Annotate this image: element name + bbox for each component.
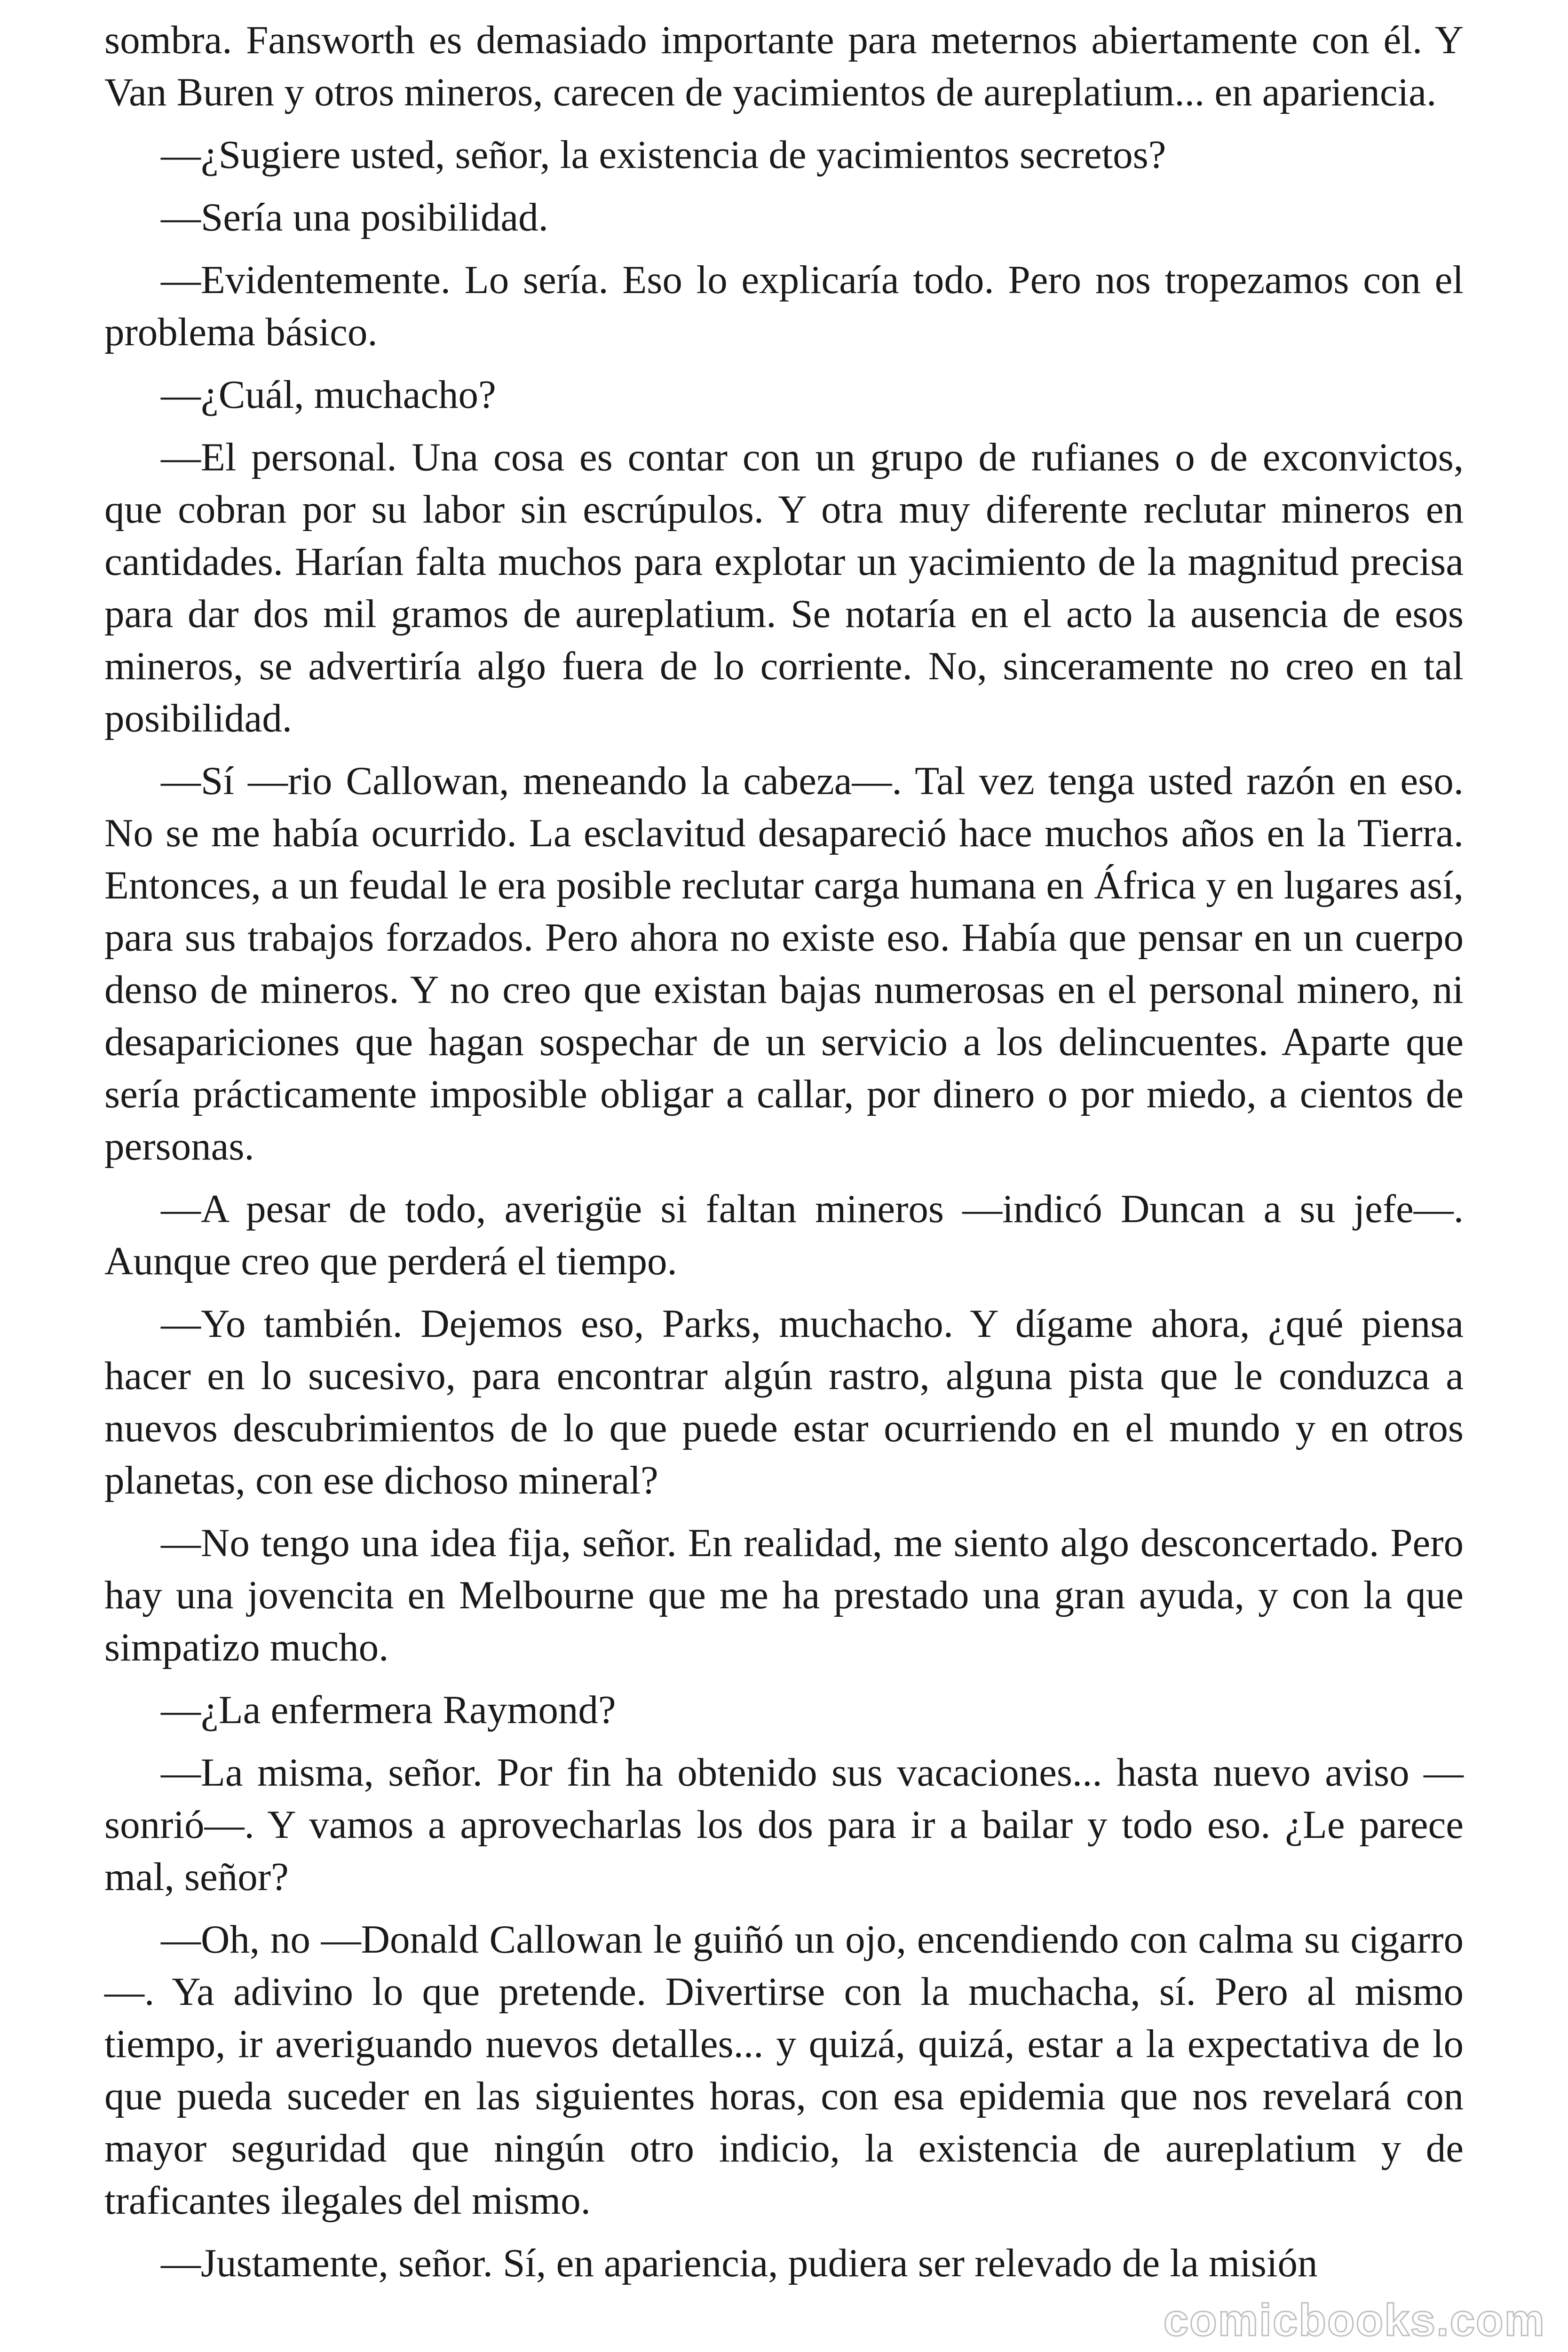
paragraph: —El personal. Una cosa es contar con un grupo de rufianes o de exconvictos, que cobran por su labor sin escrúpulos. Y otra muy diferente reclutar mineros en cantidades. Harían falta muchos para explotar un yacimiento de la magnitud precisa para dar dos mil gramos de aureplatium. Se notaría en el acto la ausencia de esos mineros, se advertiría algo fuera de lo corriente. No, sinceramente no creo en tal posibilidad. <box>104 435 1464 740</box>
paragraph: —Oh, no —Donald Callowan le guiñó un ojo, encendiendo con calma su cigarro—. Ya adivino lo que pretende. Divertirse con la muchacha, sí. Pero al mismo tiempo, ir averiguando nuevos detalles... y quizá, quizá, estar a la expectativa de lo que pueda suceder en las siguientes horas, con esa epidemia que nos revelará con mayor seguridad que ningún otro indicio, la existencia de aureplatium y de traficantes ilegales del mismo. <box>104 1917 1464 2223</box>
paragraph: sombra. Fansworth es demasiado importante para meternos abiertamente con él. Y Van Buren y otros mineros, carecen de yacimientos de aureplatium... en apariencia. <box>104 18 1464 114</box>
paragraph: —La misma, señor. Por fin ha obtenido sus vacaciones... hasta nuevo aviso —sonrió—. Y vamos a aprovecharlas los dos para ir a bailar y todo eso. ¿Le parece mal, señor? <box>104 1750 1464 1899</box>
paragraph: —Sería una posibilidad. <box>161 195 548 239</box>
site-watermark: comicbooks.com <box>1163 2295 1545 2345</box>
paragraph: —Yo también. Dejemos eso, Parks, muchacho. Y dígame ahora, ¿qué piensa hacer en lo sucesivo, para encontrar algún rastro, alguna pista que le conduzca a nuevos descubrimientos de lo que puede estar ocurriendo en el mundo y en otros planetas, con ese dichoso mineral? <box>104 1302 1464 1502</box>
paragraph: —No tengo una idea fija, señor. En realidad, me siento algo desconcertado. Pero hay una jovencita en Melbourne que me ha prestado una gran ayuda, y con la que simpatizo mucho. <box>104 1521 1464 1669</box>
paragraph: —A pesar de todo, averigüe si faltan mineros —indicó Duncan a su jefe—. Aunque creo que perderá el tiempo. <box>104 1187 1464 1283</box>
paragraph: —Evidentemente. Lo sería. Eso lo explicaría todo. Pero nos tropezamos con el problema básico. <box>104 258 1464 354</box>
paragraph: —¿La enfermera Raymond? <box>161 1688 616 1732</box>
paragraph: —¿Sugiere usted, señor, la existencia de yacimientos secretos? <box>161 133 1166 177</box>
paragraph: —Sí —rio Callowan, meneando la cabeza—. Tal vez tenga usted razón en eso. No se me había ocurrido. La esclavitud desapareció hace muchos años en la Tierra. Entonces, a un feudal le era posible reclutar carga humana en África y en lugares así, para sus trabajos forzados. Pero ahora no existe eso. Había que pensar en un cuerpo denso de mineros. Y no creo que existan bajas numerosas en el personal minero, ni desapariciones que hagan sospechar de un servicio a los delincuentes. Aparte que sería prácticamente imposible obligar a callar, por dinero o por miedo, a cientos de personas. <box>104 759 1464 1168</box>
paragraph: —¿Cuál, muchacho? <box>161 373 496 417</box>
paragraph: —Justamente, señor. Sí, en apariencia, pudiera ser relevado de la misión <box>161 2241 1318 2285</box>
book-page-text <box>104 14 1464 2300</box>
